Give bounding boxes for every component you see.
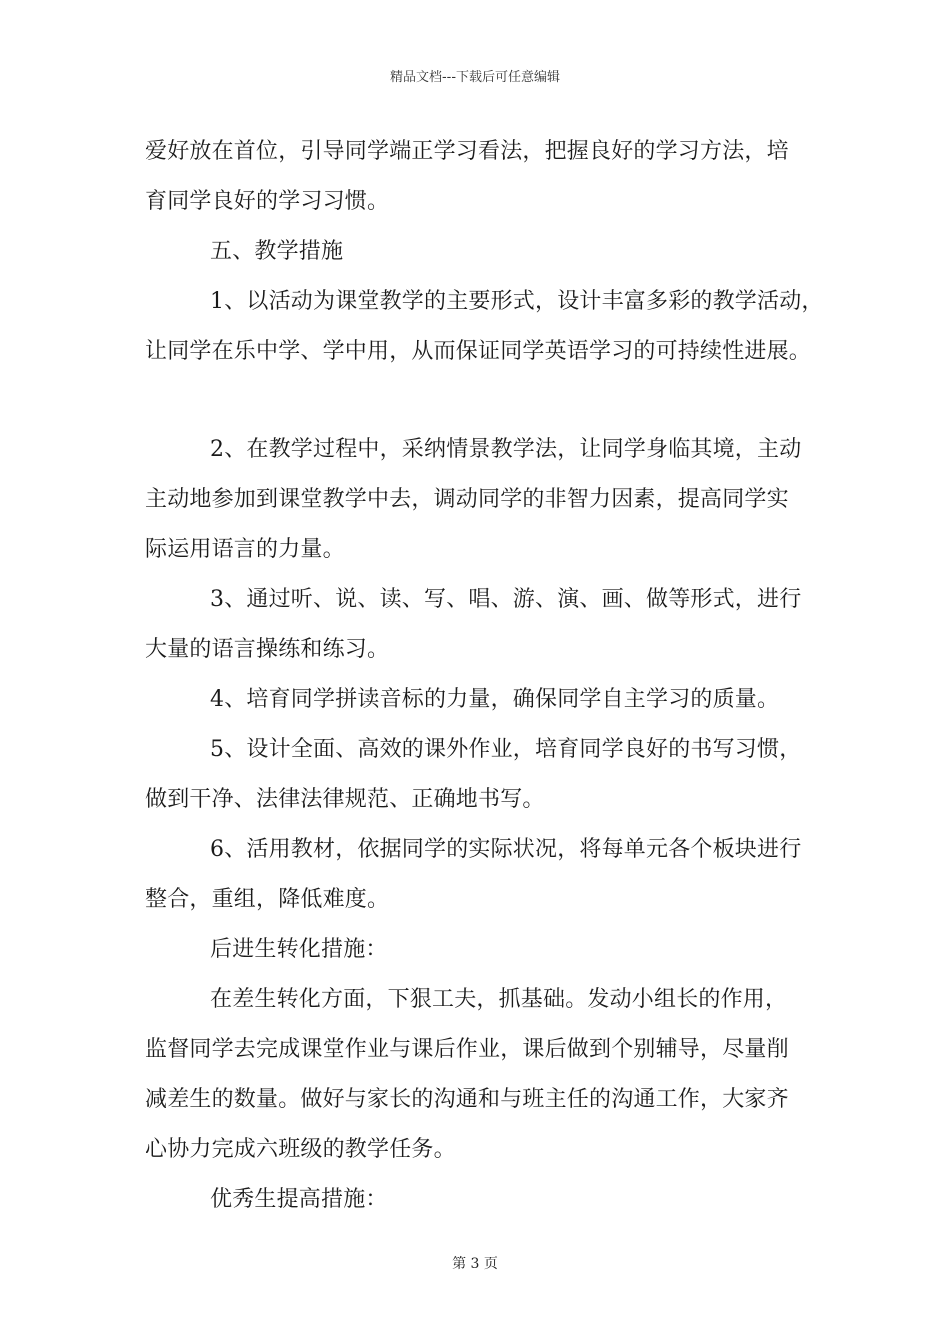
body-line: 5、设计全面、高效的课外作业，培育同学良好的书写习惯， [210,737,802,762]
body-line: 主动地参加到课堂教学中去，调动同学的非智力因素，提高同学实 [145,487,789,512]
section-heading: 五、教学措施 [210,239,344,264]
body-line: 4、培育同学拼读音标的力量，确保同学自主学习的质量。 [210,687,780,712]
body-line: 减差生的数量。做好与家长的沟通和与班主任的沟通工作，大家齐 [145,1087,789,1112]
body-line: 1、以活动为课堂教学的主要形式，设计丰富多彩的教学活动， [210,289,824,314]
section-heading: 后进生转化措施： [210,937,388,962]
page-header: 精品文档---下载后可任意编辑 [389,70,561,85]
body-line: 大量的语言操练和练习。 [145,637,390,662]
body-line: 3、通过听、说、读、写、唱、游、演、画、做等形式，进行 [210,587,802,612]
body-line: 让同学在乐中学、学中用，从而保证同学英语学习的可持续性进展。 [145,339,812,364]
body-line: 爱好放在首位，引导同学端正学习看法，把握良好的学习方法，培 [145,139,789,164]
body-line: 监督同学去完成课堂作业与课后作业，课后做到个别辅导，尽量削 [145,1037,789,1062]
body-line: 心协力完成六班级的教学任务。 [145,1137,456,1162]
body-line: 育同学良好的学习习惯。 [145,189,390,214]
section-heading: 优秀生提高措施： [210,1187,388,1212]
body-line: 做到干净、法律法律规范、正确地书写。 [145,787,545,812]
body-line: 2、在教学过程中，采纳情景教学法，让同学身临其境，主动 [210,437,802,462]
body-line: 6、活用教材，依据同学的实际状况，将每单元各个板块进行 [210,837,802,862]
body-line: 整合，重组，降低难度。 [145,887,390,912]
body-line: 在差生转化方面，下狠工夫，抓基础。发动小组长的作用， [210,987,788,1012]
page-number: 第 3 页 [452,1256,498,1272]
body-line: 际运用语言的力量。 [145,537,345,562]
